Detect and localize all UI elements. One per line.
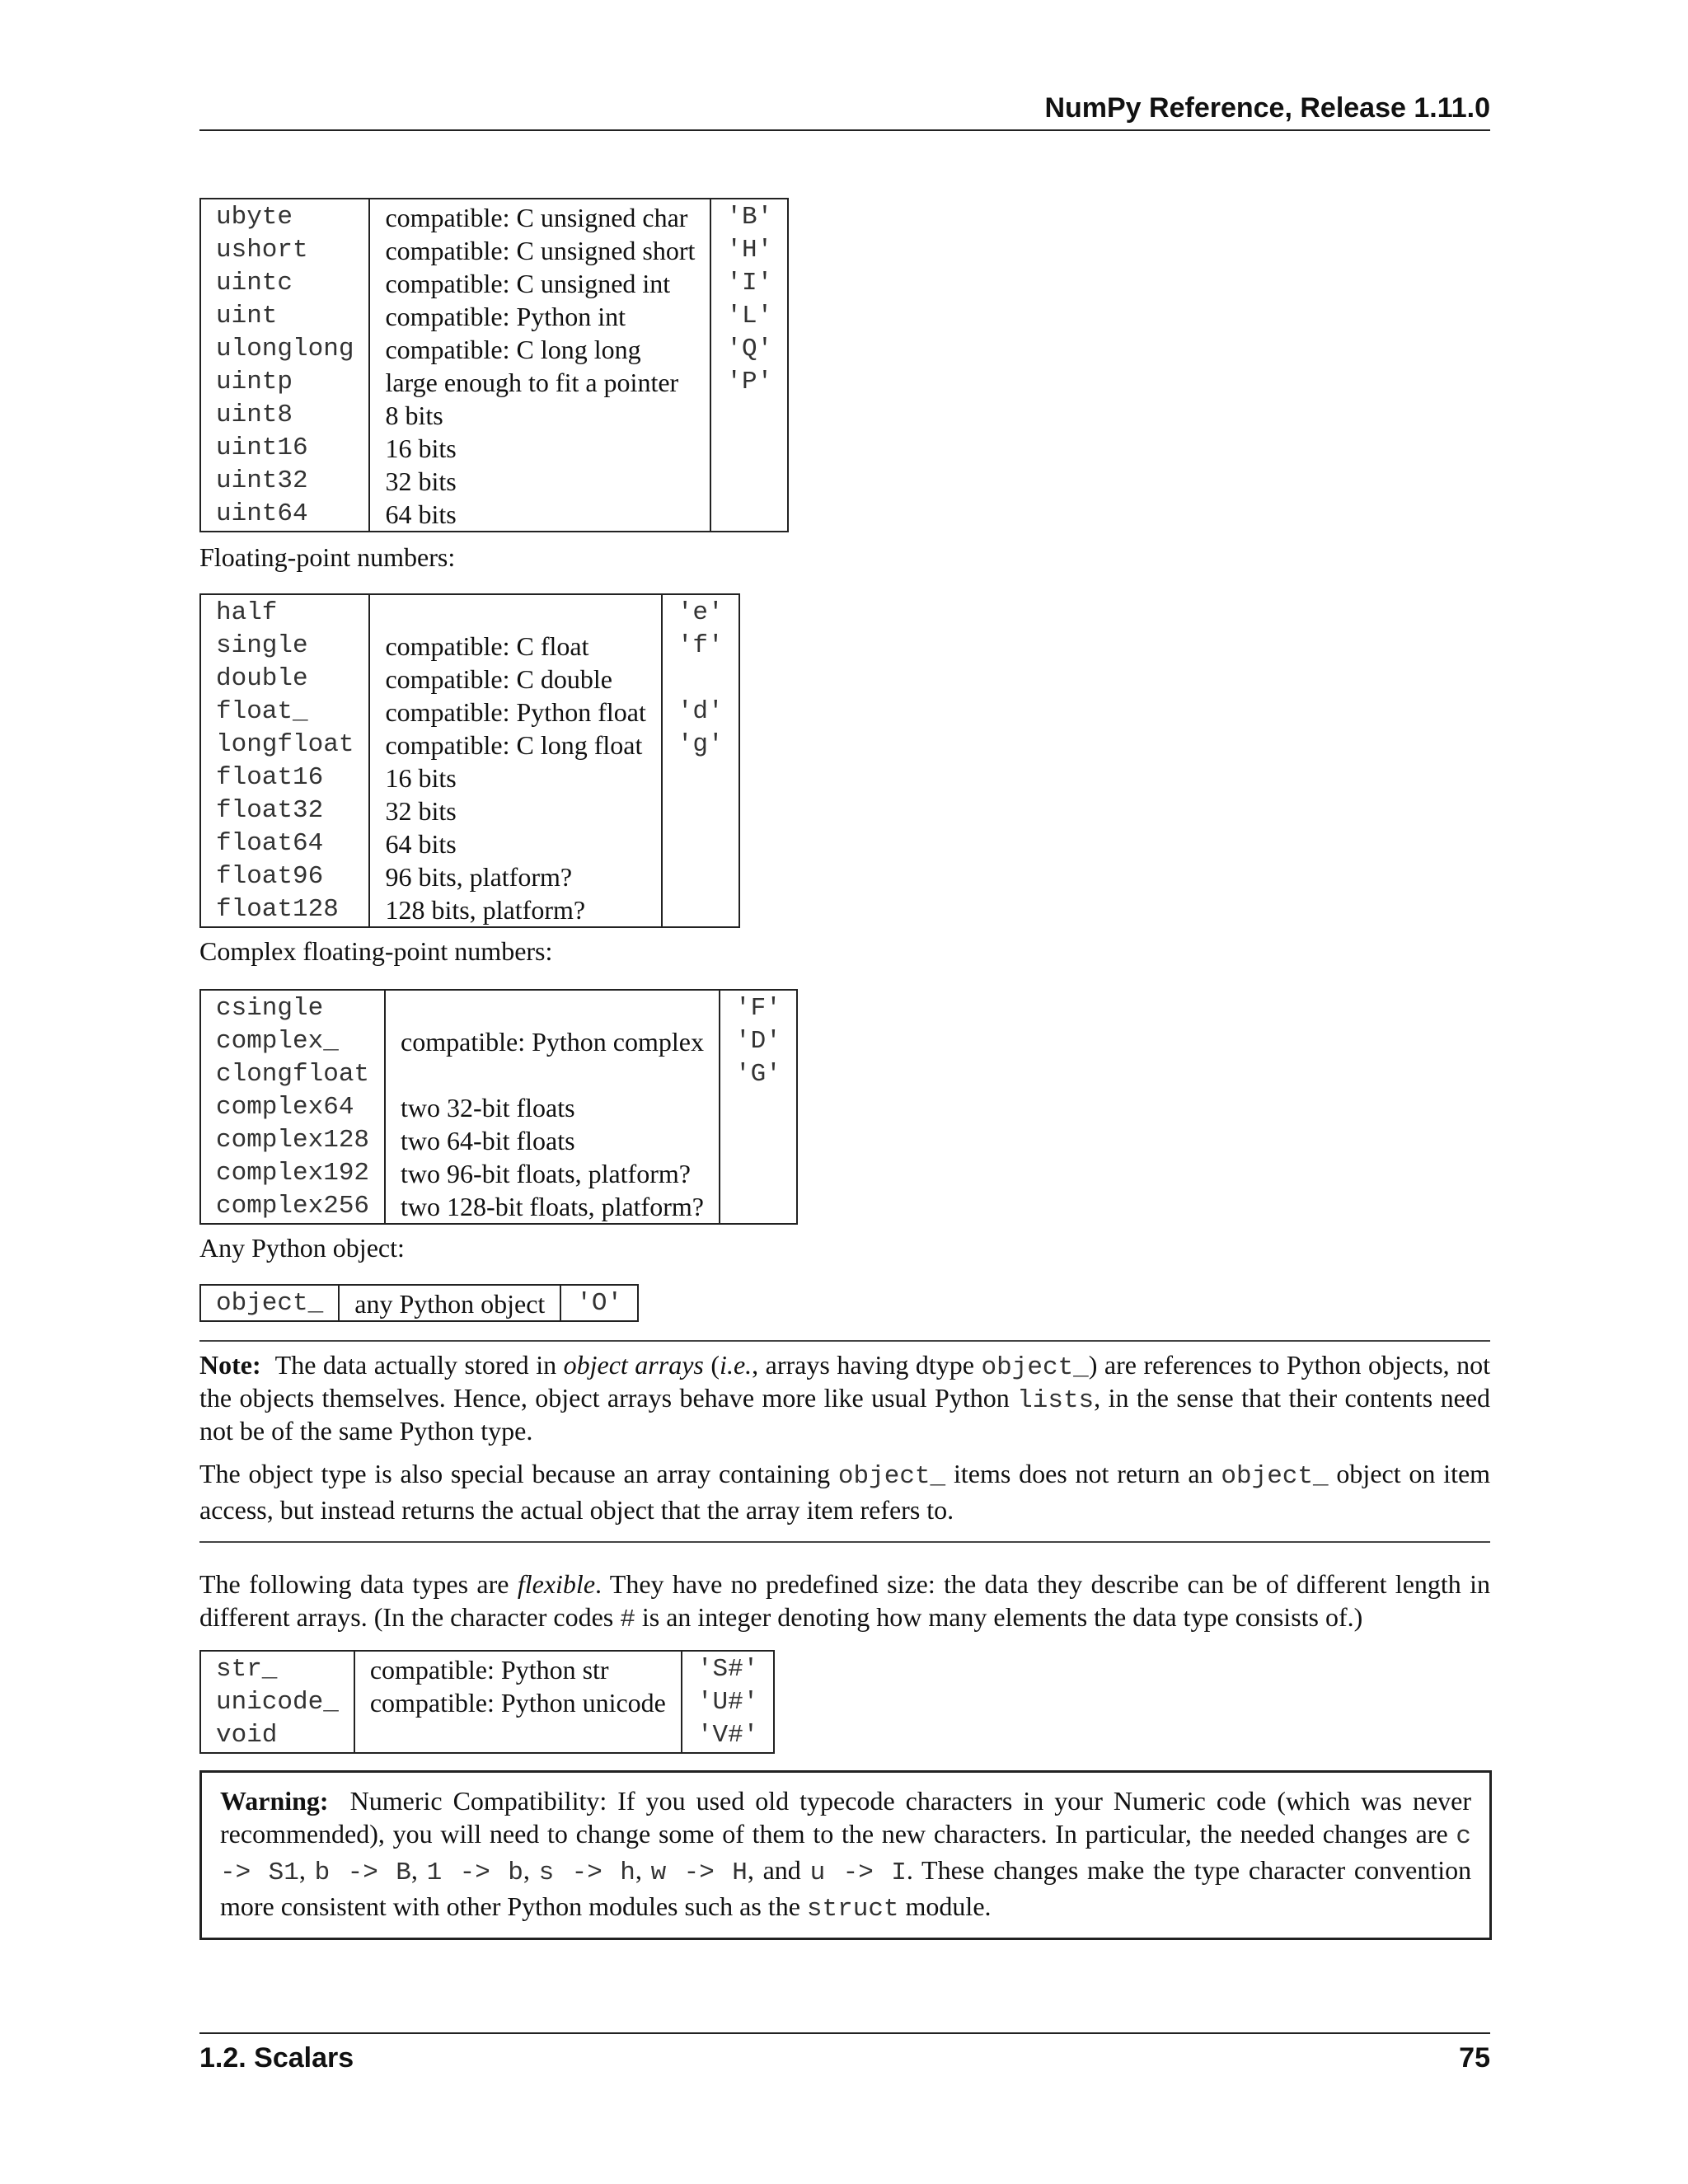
table-row bbox=[200, 762, 739, 794]
table-row bbox=[200, 630, 739, 663]
type-name: ubyte bbox=[216, 203, 293, 232]
type-name: float32 bbox=[216, 796, 324, 825]
note-bottom-rule bbox=[199, 1541, 1490, 1543]
type-name: ulonglong bbox=[216, 335, 354, 363]
type-name: uint32 bbox=[216, 466, 308, 495]
page-number: 75 bbox=[1459, 2042, 1490, 2074]
table-row bbox=[200, 366, 788, 399]
type-description bbox=[385, 990, 720, 1025]
type-description: compatible: Python int bbox=[369, 300, 710, 333]
type-name: complex_ bbox=[216, 1027, 339, 1056]
type-description: two 32-bit floats bbox=[385, 1091, 720, 1124]
table-row bbox=[200, 1058, 797, 1091]
type-description: large enough to fit a pointer bbox=[369, 366, 710, 399]
table-row bbox=[200, 893, 739, 927]
type-description: compatible: Python float bbox=[369, 696, 661, 729]
type-description: compatible: Python str bbox=[354, 1651, 682, 1686]
table-row bbox=[200, 267, 788, 300]
type-description: compatible: C unsigned char bbox=[369, 199, 710, 234]
char-code bbox=[720, 1190, 797, 1224]
note-label: Note: bbox=[199, 1350, 261, 1380]
table-row bbox=[200, 1651, 774, 1686]
complex-table bbox=[199, 989, 798, 1225]
flexible-paragraph: The following data types are flexible. They have no predefined size: the data they describe can be of different length in different arrays. (In the character codes # is an integer denoting how many elements the data type consists of.) bbox=[199, 1569, 1491, 1634]
lists-link[interactable]: lists bbox=[1017, 1386, 1095, 1415]
table-row bbox=[200, 696, 739, 729]
char-code: 'H' bbox=[710, 234, 788, 267]
char-code: 'P' bbox=[710, 366, 788, 399]
type-name: clongfloat bbox=[216, 1060, 370, 1089]
table-row bbox=[200, 594, 739, 630]
char-code: 'd' bbox=[662, 696, 739, 729]
char-code: 'V#' bbox=[682, 1719, 774, 1753]
char-code: 'e' bbox=[662, 594, 739, 630]
footer-section: 1.2. Scalars bbox=[199, 2042, 354, 2074]
type-name: complex192 bbox=[216, 1159, 370, 1188]
table-row bbox=[200, 1285, 638, 1321]
table-row bbox=[200, 1157, 797, 1190]
type-description: two 128-bit floats, platform? bbox=[385, 1190, 720, 1224]
char-code: 'I' bbox=[710, 267, 788, 300]
type-description: compatible: C unsigned short bbox=[369, 234, 710, 267]
char-code bbox=[662, 663, 739, 696]
note-paragraph: Note: The data actually stored in object arrays (i.e., arrays having dtype object_) are references to Python objects, not the objects themselves. Hence, object arrays behave more like usual Python lists, in the sense that their contents need not be of the same Python type. bbox=[199, 1350, 1491, 1446]
type-name: void bbox=[216, 1721, 278, 1750]
char-code: 'F' bbox=[720, 990, 797, 1025]
char-code bbox=[710, 498, 788, 532]
type-description: 16 bits bbox=[369, 432, 710, 465]
char-code bbox=[662, 860, 739, 893]
char-code bbox=[720, 1124, 797, 1157]
type-description: two 64-bit floats bbox=[385, 1124, 720, 1157]
char-code: 'U#' bbox=[682, 1686, 774, 1719]
type-name: float96 bbox=[216, 862, 324, 891]
table-row bbox=[200, 990, 797, 1025]
table-row bbox=[200, 234, 788, 267]
type-name: double bbox=[216, 664, 308, 693]
char-code bbox=[720, 1157, 797, 1190]
table-row bbox=[200, 729, 739, 762]
table-row bbox=[200, 498, 788, 532]
type-name: complex128 bbox=[216, 1126, 370, 1155]
type-description: two 96-bit floats, platform? bbox=[385, 1157, 720, 1190]
type-name: uintp bbox=[216, 368, 293, 396]
type-name: uint64 bbox=[216, 499, 308, 528]
type-description: 32 bits bbox=[369, 465, 710, 498]
type-description: 16 bits bbox=[369, 762, 661, 794]
type-name: complex64 bbox=[216, 1093, 354, 1122]
table-row bbox=[200, 1091, 797, 1124]
note-paragraph-2: The object type is also special because an array containing object_ items does not return an object_ object on item access, but instead returns the actual object that the array item refers to. bbox=[199, 1459, 1491, 1525]
float-table bbox=[199, 593, 740, 928]
object-dtype-code: object_ bbox=[981, 1353, 1089, 1382]
table-row bbox=[200, 794, 739, 827]
table-row bbox=[200, 1686, 774, 1719]
type-name: uint8 bbox=[216, 401, 293, 429]
type-description bbox=[354, 1719, 682, 1753]
type-description: 128 bits, platform? bbox=[369, 893, 661, 927]
type-name: float128 bbox=[216, 895, 339, 924]
type-description: 64 bits bbox=[369, 498, 710, 532]
complex-label: Complex floating-point numbers: bbox=[199, 936, 553, 966]
running-header: NumPy Reference, Release 1.11.0 bbox=[1044, 92, 1490, 124]
type-name: longfloat bbox=[216, 730, 354, 759]
char-code: 'f' bbox=[662, 630, 739, 663]
type-description: 96 bits, platform? bbox=[369, 860, 661, 893]
table-row bbox=[200, 399, 788, 432]
table-row bbox=[200, 432, 788, 465]
char-code bbox=[662, 762, 739, 794]
char-code: 'O' bbox=[560, 1285, 638, 1321]
char-code bbox=[710, 432, 788, 465]
warning-box: Warning: Numeric Compatibility: If you used old typecode characters in your Numeric code (which was never recommended), you will need to change some of them to the new characters. In particular, the needed changes are c -> S1, b -> B, 1 -> b, s -> h, w -> H, and u -> I. These changes make the type character convention more consistent with other Python modules such as the struct module. bbox=[199, 1770, 1492, 1940]
type-description: compatible: C double bbox=[369, 663, 661, 696]
footer bbox=[199, 2042, 1490, 2074]
warning-label: Warning: bbox=[220, 1786, 329, 1816]
type-name: complex256 bbox=[216, 1192, 370, 1221]
type-name: half bbox=[216, 598, 278, 627]
type-name: float_ bbox=[216, 697, 308, 726]
char-code: 'D' bbox=[720, 1025, 797, 1058]
char-code: 'L' bbox=[710, 300, 788, 333]
type-description: 64 bits bbox=[369, 827, 661, 860]
type-description: compatible: C float bbox=[369, 630, 661, 663]
table-row bbox=[200, 1124, 797, 1157]
type-description: compatible: C long long bbox=[369, 333, 710, 366]
type-name: csingle bbox=[216, 994, 324, 1023]
unsigned-int-table bbox=[199, 198, 789, 532]
type-name: unicode_ bbox=[216, 1688, 339, 1717]
type-description: 32 bits bbox=[369, 794, 661, 827]
char-code bbox=[720, 1091, 797, 1124]
table-row bbox=[200, 1025, 797, 1058]
struct-link[interactable]: struct bbox=[806, 1895, 899, 1924]
type-name: str_ bbox=[216, 1655, 278, 1684]
table-row bbox=[200, 663, 739, 696]
type-description bbox=[369, 594, 661, 630]
type-name: single bbox=[216, 631, 308, 660]
table-row bbox=[200, 860, 739, 893]
table-row bbox=[200, 465, 788, 498]
table-row bbox=[200, 199, 788, 234]
table-row bbox=[200, 333, 788, 366]
type-name: float16 bbox=[216, 763, 324, 792]
table-row bbox=[200, 827, 739, 860]
char-code bbox=[662, 893, 739, 927]
char-code: 'g' bbox=[662, 729, 739, 762]
type-name: ushort bbox=[216, 236, 308, 265]
type-description: compatible: Python complex bbox=[385, 1025, 720, 1058]
char-code: 'G' bbox=[720, 1058, 797, 1091]
type-name: uint bbox=[216, 302, 278, 330]
char-code bbox=[710, 465, 788, 498]
type-name: uintc bbox=[216, 269, 293, 298]
char-code: 'B' bbox=[710, 199, 788, 234]
char-code bbox=[662, 827, 739, 860]
char-code bbox=[662, 794, 739, 827]
float-label: Floating-point numbers: bbox=[199, 542, 456, 572]
type-name: float64 bbox=[216, 829, 324, 858]
char-code: 'Q' bbox=[710, 333, 788, 366]
note-top-rule bbox=[199, 1340, 1490, 1342]
table-row bbox=[200, 300, 788, 333]
type-name: object_ bbox=[216, 1289, 324, 1318]
flexible-table bbox=[199, 1650, 775, 1754]
type-description: 8 bits bbox=[369, 399, 710, 432]
object-label: Any Python object: bbox=[199, 1233, 405, 1263]
type-description: compatible: C unsigned int bbox=[369, 267, 710, 300]
object-table bbox=[199, 1284, 639, 1322]
type-name: uint16 bbox=[216, 434, 308, 462]
table-row bbox=[200, 1719, 774, 1753]
table-row bbox=[200, 1190, 797, 1224]
footer-rule bbox=[199, 2032, 1490, 2034]
header-rule bbox=[199, 129, 1490, 131]
type-description: any Python object bbox=[339, 1285, 560, 1321]
type-description: compatible: C long float bbox=[369, 729, 661, 762]
type-description: compatible: Python unicode bbox=[354, 1686, 682, 1719]
type-description bbox=[385, 1058, 720, 1091]
char-code: 'S#' bbox=[682, 1651, 774, 1686]
char-code bbox=[710, 399, 788, 432]
